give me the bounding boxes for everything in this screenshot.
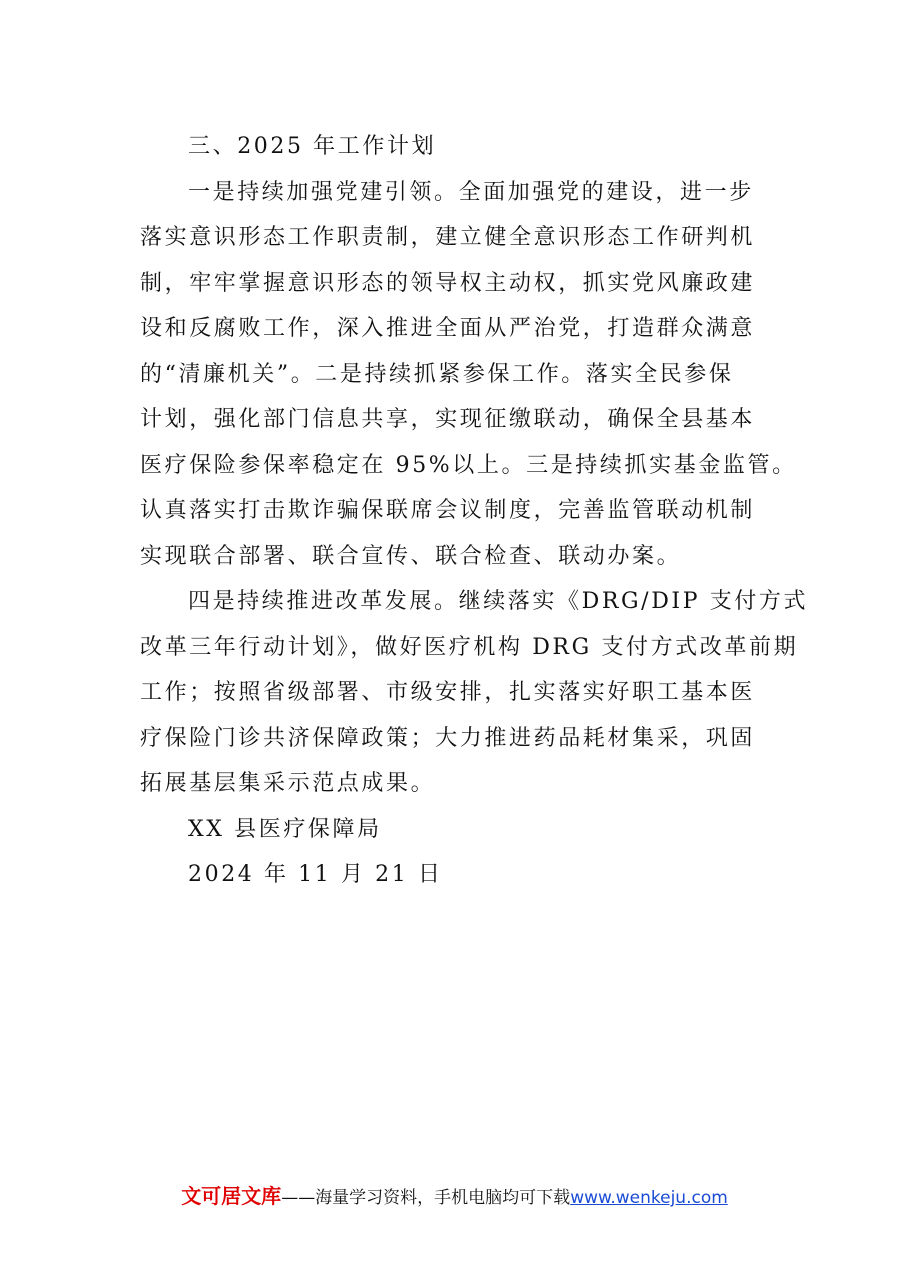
section-heading: 三、2025 年工作计划 xyxy=(188,134,437,159)
paragraph-line: 落实意识形态工作职责制，建立健全意识形态工作研判机 xyxy=(140,225,756,250)
footer-brand: 文可居文库 xyxy=(181,1184,282,1208)
paragraph-line: 实现联合部署、联合宣传、联合检查、联动办案。 xyxy=(140,543,682,569)
paragraph-line: 一是持续加强党建引领。全面加强党的建设，进一步 xyxy=(188,179,754,205)
paragraph-line: 工作；按照省级部署、市级安排，扎实落实好职工基本医 xyxy=(140,680,756,705)
paragraph-line: 认真落实打击欺诈骗保联席会议制度，完善监管联动机制 xyxy=(140,498,756,523)
paragraph-line: 制，牢牢掌握意识形态的领导权主动权，抓实党风廉政建 xyxy=(140,270,756,296)
paragraph-line: 拓展基层集采示范点成果。 xyxy=(140,771,436,796)
signature-date: 2024 年 11 月 21 日 xyxy=(188,862,443,887)
paragraph-line: 疗保险门诊共济保障政策；大力推进药品耗材集采，巩固 xyxy=(140,725,756,751)
signature-organization: XX 县医疗保障局 xyxy=(188,816,382,842)
footer-banner xyxy=(0,1180,909,1209)
paragraph-line: 计划，强化部门信息共享，实现征缴联动，确保全县基本 xyxy=(140,407,756,432)
paragraph-line: 四是持续推进改革发展。继续落实《DRG/DIP 支付方式 xyxy=(188,589,809,614)
paragraph-line: 改革三年行动计划》，做好医疗机构 DRG 支付方式改革前期 xyxy=(140,634,799,660)
paragraph-line: 医疗保险参保率稳定在 95%以上。三是持续抓实基金监管。 xyxy=(140,452,797,478)
paragraph-line: 设和反腐败工作，深入推进全面从严治党，打造群众满意 xyxy=(140,316,756,341)
document-body xyxy=(140,124,809,898)
footer-slogan: ——海量学习资料，手机电脑均可下载 xyxy=(281,1188,571,1208)
footer-site-link[interactable]: www.wenkeju.com xyxy=(570,1188,728,1208)
paragraph-line: 的“清廉机关”。二是持续抓紧参保工作。落实全民参保 xyxy=(140,361,734,387)
